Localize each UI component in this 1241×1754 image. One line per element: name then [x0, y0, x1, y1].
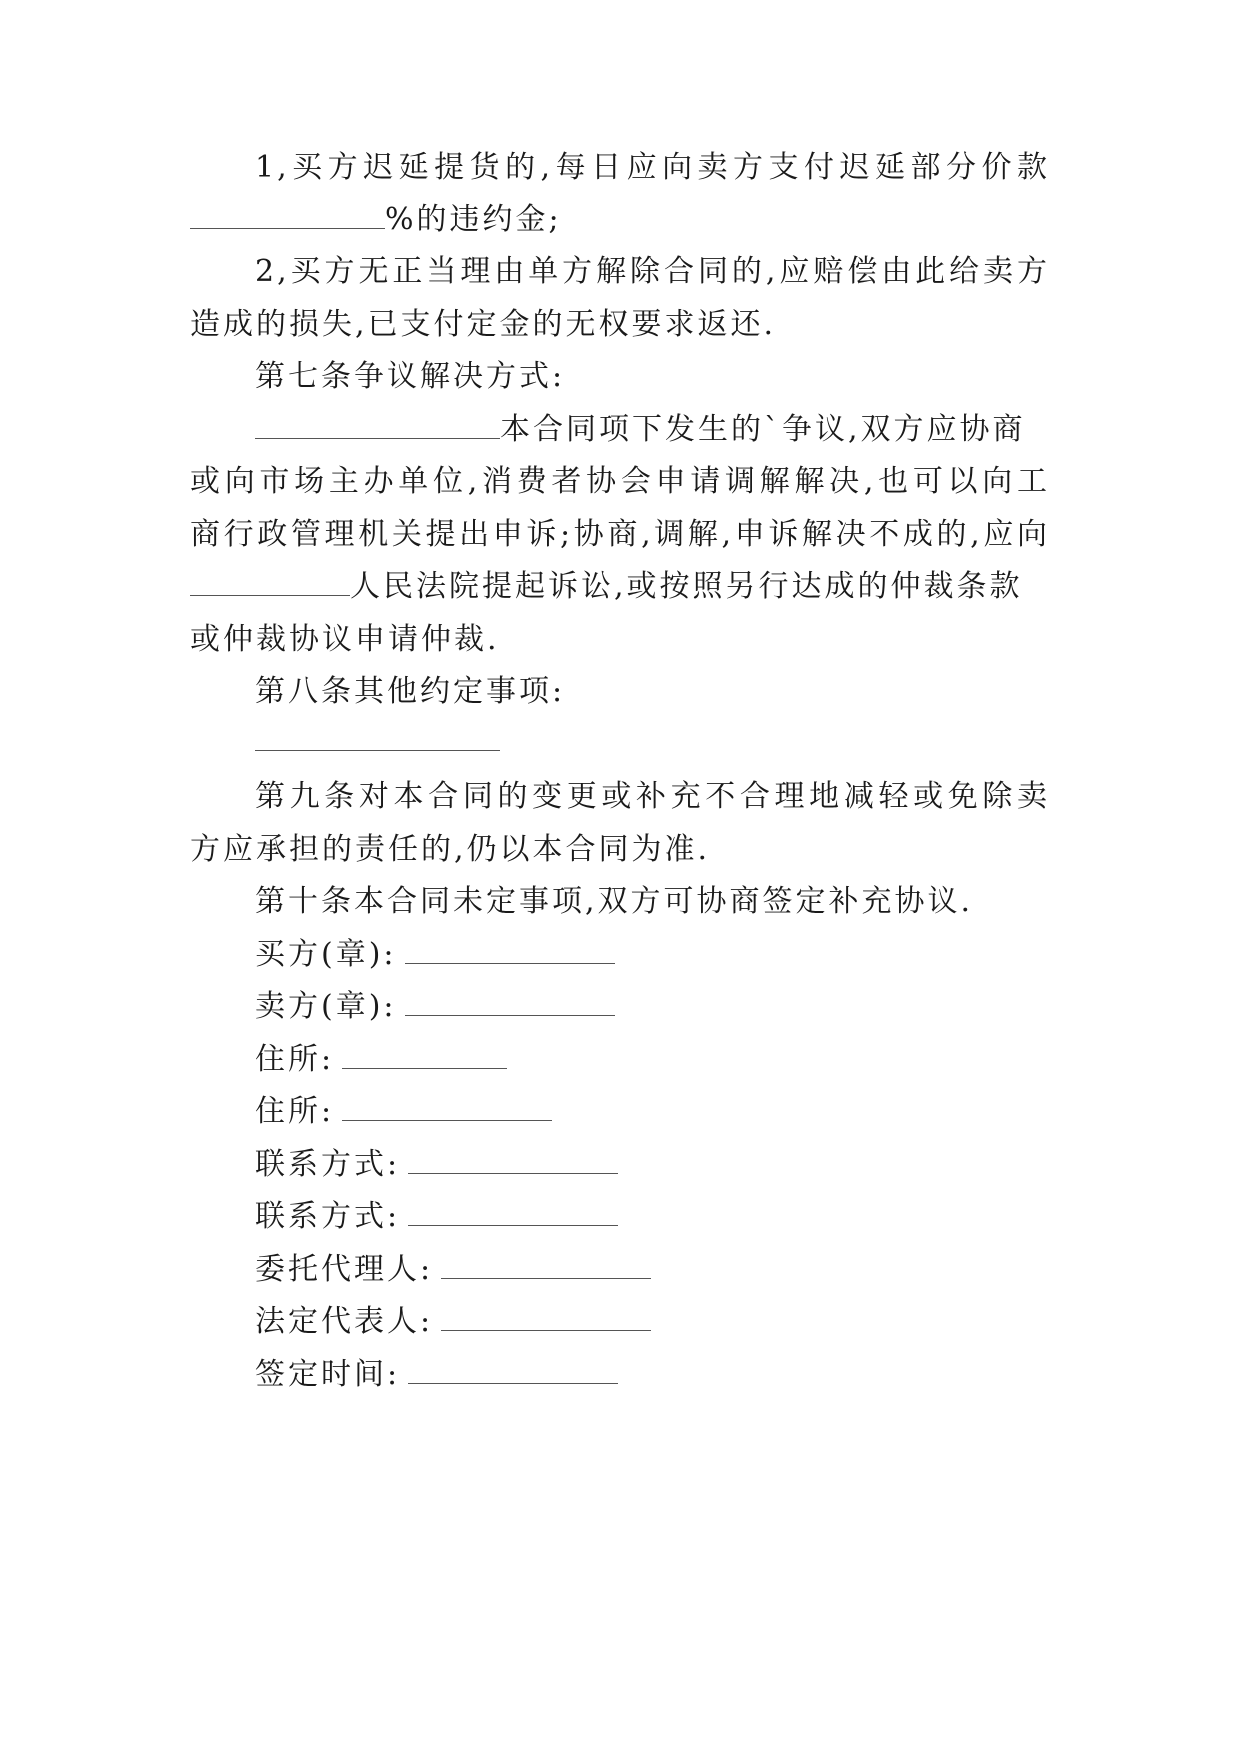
clause7-title: 第七条争议解决方式:	[255, 359, 566, 394]
address-label: 住所:	[255, 1094, 335, 1129]
contact-row-1	[255, 1145, 1050, 1185]
clause6-item2-line1: 2,买方无正当理由单方解除合同的,应赔偿由此给卖方	[255, 254, 1050, 289]
address-row-1	[255, 1040, 1050, 1080]
address-row-2	[255, 1092, 1050, 1132]
clause6-item1-line1: 1,买方迟延提货的,每日应向卖方支付迟延部分价款	[255, 150, 1050, 185]
blank-field	[342, 1040, 507, 1069]
clause10: 第十条本合同未定事项,双方可协商签定补充协议.	[255, 884, 974, 919]
sign-time-label: 签定时间:	[255, 1357, 401, 1392]
agent-row	[255, 1250, 1050, 1290]
contact-label: 联系方式:	[255, 1199, 401, 1234]
clause7-line5: 或仲裁协议申请仲裁.	[190, 622, 500, 657]
buyer-seal-label: 买方(章):	[255, 937, 397, 972]
clause8-title: 第八条其他约定事项:	[255, 674, 566, 709]
blank-field	[190, 567, 350, 596]
contact-row-2	[255, 1197, 1050, 1237]
seller-seal-label: 卖方(章):	[255, 989, 397, 1024]
blank-field	[405, 935, 615, 964]
legal-rep-label: 法定代表人:	[255, 1304, 434, 1339]
blank-field	[255, 410, 500, 439]
blank-field	[408, 1355, 618, 1384]
clause6-item2-line2: 造成的损失,已支付定金的无权要求返还.	[190, 307, 777, 342]
clause9-line2: 方应承担的责任的,仍以本合同为准.	[190, 832, 711, 867]
agent-label: 委托代理人:	[255, 1252, 434, 1287]
clause7-text: 本合同项下发生的`争议,双方应协商	[500, 412, 1026, 447]
clause7-line1	[255, 410, 1050, 450]
clause7-line2: 或向市场主办单位,消费者协会申请调解解决,也可以向工	[190, 464, 1050, 499]
clause7-line3: 商行政管理机关提出申诉;协商,调解,申诉解决不成的,应向	[190, 517, 1050, 552]
seller-seal-row	[255, 987, 1050, 1027]
contact-label: 联系方式:	[255, 1147, 401, 1182]
sign-time-row	[255, 1355, 1050, 1395]
buyer-seal-row	[255, 935, 1050, 975]
blank-field	[441, 1250, 651, 1279]
blank-field	[255, 722, 500, 751]
blank-field	[408, 1197, 618, 1226]
blank-field	[441, 1302, 651, 1331]
clause7-text: 人民法院提起诉讼,或按照另行达成的仲裁条款	[350, 569, 1023, 604]
clause6-item1-line2	[190, 200, 1050, 240]
blank-field	[408, 1145, 618, 1174]
blank-field	[405, 987, 615, 1016]
clause7-line4	[190, 567, 1050, 607]
legal-rep-row	[255, 1302, 1050, 1342]
blank-field	[190, 200, 385, 229]
blank-field	[342, 1092, 552, 1121]
address-label: 住所:	[255, 1042, 335, 1077]
clause8-blank-line	[255, 722, 1050, 762]
clause9-line1: 第九条对本合同的变更或补充不合理地减轻或免除卖	[255, 779, 1050, 814]
clause6-item1-text: %的违约金;	[385, 202, 562, 237]
